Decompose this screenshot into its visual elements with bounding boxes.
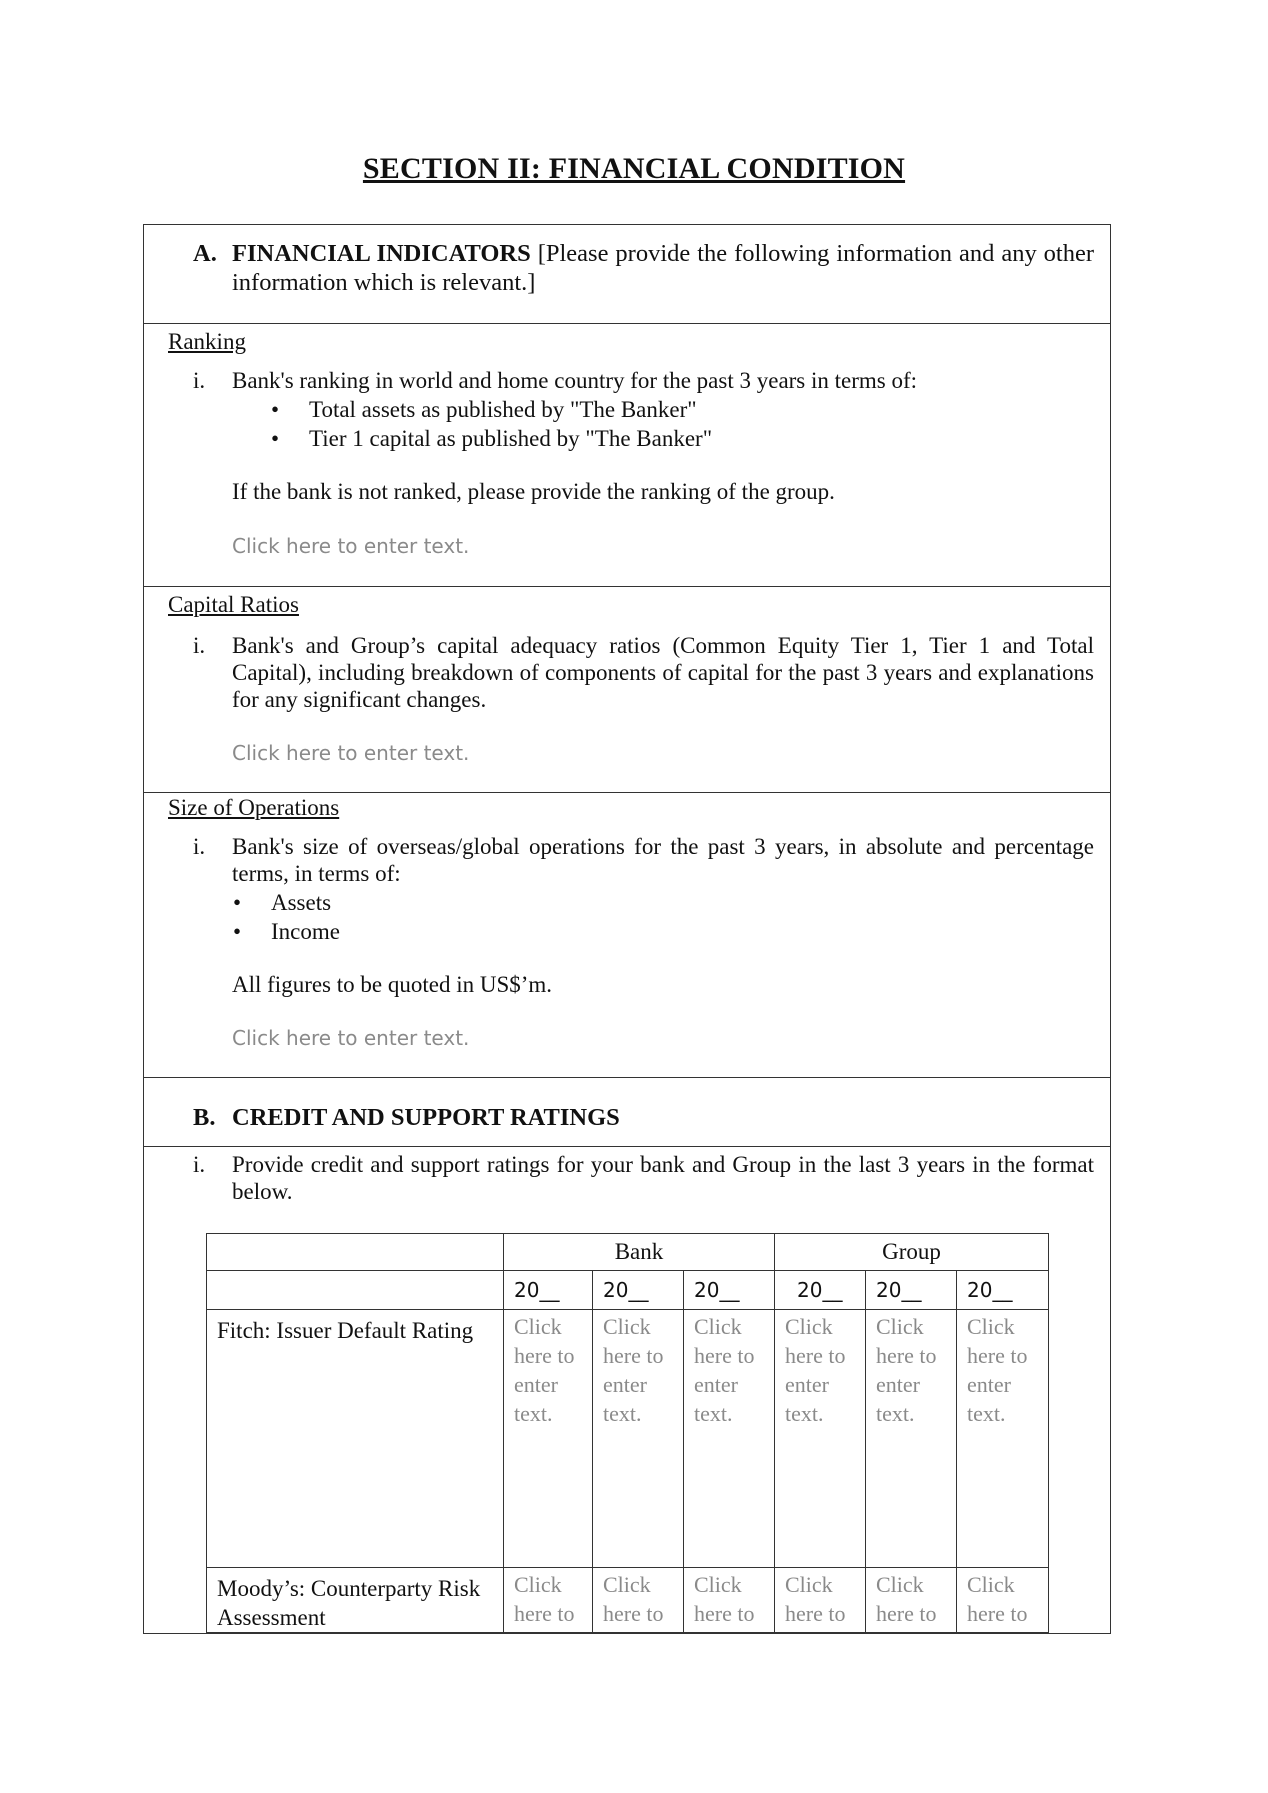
fitch-row-label: Fitch: Issuer Default Rating xyxy=(207,1310,504,1568)
cell-line: enter xyxy=(785,1372,829,1397)
cell-line: Click xyxy=(876,1572,924,1597)
cell-line: here to xyxy=(967,1601,1028,1626)
rating-cell[interactable] xyxy=(593,1310,684,1568)
cell-line: here to xyxy=(876,1601,937,1626)
cell-line: here to xyxy=(876,1343,937,1368)
year-field[interactable]: 20__ xyxy=(684,1271,775,1310)
cell-line: Click xyxy=(603,1572,651,1597)
ranking-text-field[interactable]: Click here to enter text. xyxy=(232,534,470,558)
size-question: Bank's size of overseas/global operations for the past 3 years, in absolute and percentage terms, in terms of: xyxy=(232,834,1094,886)
cell-line: here to xyxy=(603,1601,664,1626)
bank-group-header: Bank xyxy=(504,1234,775,1271)
section-a-heading: FINANCIAL INDICATORS xyxy=(232,240,531,267)
capital-text-field[interactable]: Click here to enter text. xyxy=(232,741,470,765)
rating-cell[interactable] xyxy=(593,1568,684,1633)
cell-line: Click xyxy=(785,1572,833,1597)
size-text-field[interactable]: Click here to enter text. xyxy=(232,1026,470,1050)
divider xyxy=(144,1146,1110,1147)
cell-line: Click xyxy=(514,1572,562,1597)
rating-cell[interactable] xyxy=(775,1568,866,1633)
section-b-question: Provide credit and support ratings for your bank and Group in the last 3 years in the format below. xyxy=(232,1152,1094,1204)
section-a-note: [Please provide the following information and any other information which is relevant.] xyxy=(232,240,1094,296)
cell-line: Click xyxy=(967,1572,1015,1597)
capital-item-number: i. xyxy=(193,633,206,658)
ranking-label: Ranking xyxy=(168,329,246,354)
empty-header-cell xyxy=(207,1234,504,1271)
rating-cell[interactable] xyxy=(684,1568,775,1633)
size-note: All figures to be quoted in US$’m. xyxy=(232,972,553,997)
rating-cell[interactable] xyxy=(684,1310,775,1568)
cell-line: Click xyxy=(694,1572,742,1597)
cell-line: text. xyxy=(785,1401,824,1426)
divider xyxy=(144,323,1110,324)
rating-cell[interactable] xyxy=(866,1310,957,1568)
cell-line: here to xyxy=(785,1601,846,1626)
cell-line: Click xyxy=(967,1314,1015,1339)
ranking-note: If the bank is not ranked, please provide the ranking of the group. xyxy=(232,479,835,504)
ranking-question: Bank's ranking in world and home country for the past 3 years in terms of: xyxy=(232,368,918,393)
ranking-bullet-tier1: • Tier 1 capital as published by "The Banker" xyxy=(309,425,712,452)
cell-line: text. xyxy=(514,1401,553,1426)
year-field[interactable]: 20__ xyxy=(866,1271,957,1310)
section-b-heading: CREDIT AND SUPPORT RATINGS xyxy=(232,1104,620,1131)
capital-question: Bank's and Group’s capital adequacy ratios (Common Equity Tier 1, Tier 1 and Total Capital), including breakdown of components of capital for the past 3 years and explanations for any significant changes. xyxy=(232,633,1094,712)
rating-cell[interactable] xyxy=(775,1310,866,1568)
rating-cell[interactable] xyxy=(957,1310,1049,1568)
rating-cell[interactable] xyxy=(504,1310,593,1568)
cell-line: here to xyxy=(967,1343,1028,1368)
cell-line: here to xyxy=(694,1601,755,1626)
cell-line: here to xyxy=(514,1601,575,1626)
ranking-item-number: i. xyxy=(193,368,206,393)
divider xyxy=(144,792,1110,793)
cell-line: enter xyxy=(514,1372,558,1397)
cell-line: Click xyxy=(876,1314,924,1339)
cell-line: text. xyxy=(694,1401,733,1426)
rating-cell[interactable] xyxy=(504,1568,593,1633)
rating-cell[interactable] xyxy=(957,1568,1049,1633)
section-b-letter: B. xyxy=(193,1104,216,1131)
divider xyxy=(144,1077,1110,1078)
cell-line: text. xyxy=(876,1401,915,1426)
cell-line: Click xyxy=(514,1314,562,1339)
cell-line: Click xyxy=(785,1314,833,1339)
cell-line: enter xyxy=(967,1372,1011,1397)
cell-line: Click xyxy=(603,1314,651,1339)
cell-line: enter xyxy=(603,1372,647,1397)
size-operations-label: Size of Operations xyxy=(168,795,340,820)
size-item-number: i. xyxy=(193,834,206,859)
size-bullet-income: • Income xyxy=(271,918,340,945)
year-field[interactable]: 20__ xyxy=(504,1271,593,1310)
page-title: SECTION II: FINANCIAL CONDITION xyxy=(362,152,906,185)
moodys-row-label: Moody’s: Counterparty Risk Assessment xyxy=(207,1568,504,1633)
year-field[interactable]: 20__ xyxy=(775,1271,866,1310)
section-a-letter: A. xyxy=(193,240,217,267)
section-a-header xyxy=(232,239,1094,297)
ranking-bullet-total-assets: • Total assets as published by "The Banker" xyxy=(309,396,697,423)
cell-line: enter xyxy=(694,1372,738,1397)
ratings-table xyxy=(206,1233,1049,1633)
group-group-header: Group xyxy=(775,1234,1049,1271)
divider xyxy=(144,586,1110,587)
cell-line: here to xyxy=(514,1343,575,1368)
cell-line: text. xyxy=(967,1401,1006,1426)
section-b-item-number: i. xyxy=(193,1152,206,1177)
cell-line: here to xyxy=(785,1343,846,1368)
empty-year-cell xyxy=(207,1271,504,1310)
cell-line: enter xyxy=(876,1372,920,1397)
capital-ratios-label: Capital Ratios xyxy=(168,592,299,617)
size-bullet-assets: • Assets xyxy=(271,889,331,916)
cell-line: here to xyxy=(694,1343,755,1368)
year-field[interactable]: 20__ xyxy=(957,1271,1049,1310)
cell-line: Click xyxy=(694,1314,742,1339)
year-field[interactable]: 20__ xyxy=(593,1271,684,1310)
rating-cell[interactable] xyxy=(866,1568,957,1633)
cell-line: text. xyxy=(603,1401,642,1426)
cell-line: here to xyxy=(603,1343,664,1368)
